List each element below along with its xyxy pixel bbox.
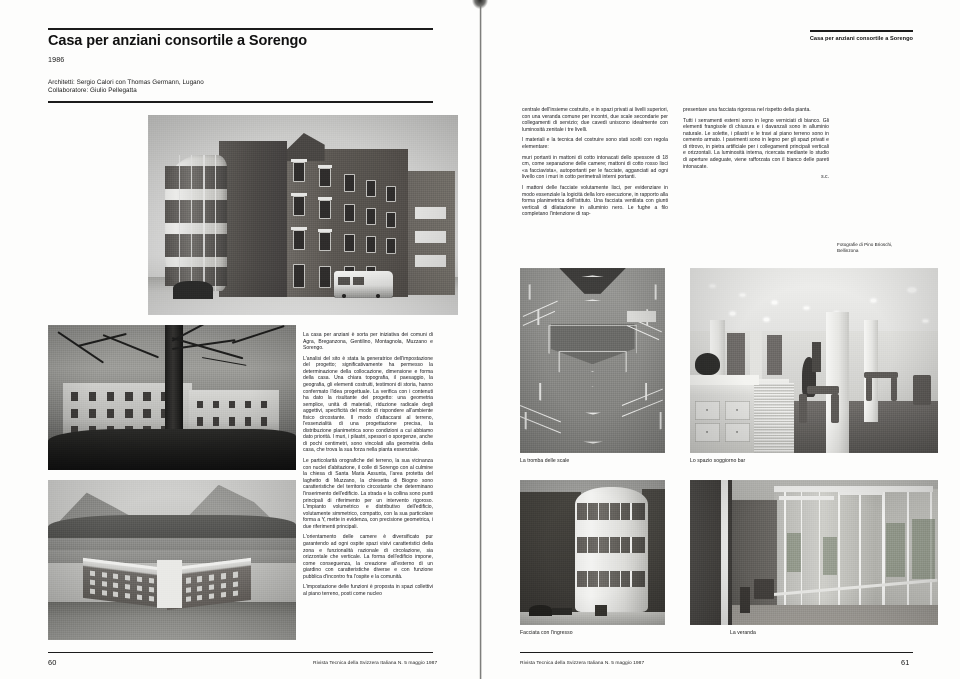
running-header: Casa per anziani consortile a Sorengo bbox=[809, 36, 913, 42]
collaborator-credit: Collaboratore: Giulio Pellegatta bbox=[48, 87, 137, 94]
architects-credit: Architetti: Sergio Calori con Thomas Germann, Lugano bbox=[48, 79, 204, 86]
photo-aerial-y-plan bbox=[48, 480, 296, 640]
left-para-1: La casa per anziani è sorta per iniziativa dei comuni di Agra, Breganzona, Gentilino, Montagnola, Muzzano e Sorengo. bbox=[303, 332, 433, 352]
runhead-rule bbox=[810, 30, 913, 32]
photo-lounge-bar-interior bbox=[690, 268, 938, 453]
photo-exterior-brick-facade bbox=[148, 115, 458, 315]
colophon-left: Rivista Tecnica della Svizzera Italiana N. 5 maggio 1987 bbox=[313, 661, 438, 666]
photo-stairwell-from-below bbox=[520, 268, 665, 453]
left-para-5: L'impostazione delle funzioni è proposta in spazi collettivi al piano terreno, posti come nucleo bbox=[303, 584, 433, 597]
right-page bbox=[480, 0, 960, 679]
caption-stairwell: La tromba delle scale bbox=[520, 458, 570, 464]
photo-entrance-facade bbox=[520, 480, 665, 625]
right-body-column-two bbox=[683, 107, 829, 181]
right-c2-para-1: presentare una facciata rigorosa nel rispetto della pianta. bbox=[683, 107, 811, 113]
right-c1-para-1: centrale dell'insieme costruito, e in spazi privati ai livelli superiori, con una veranda comune per incontri, due scale secondarie per collegamenti di servizio; due cavedi uniscono idealmente con luminosità zenitale i tre livelli. bbox=[522, 107, 668, 133]
photo-credit: Fotografie di Pino Brioschi, Bellinzona bbox=[837, 242, 893, 253]
footer-rule-right bbox=[520, 652, 913, 653]
page-title: Casa per anziani consortile a Sorengo bbox=[48, 33, 307, 49]
left-para-2: L'analisi del sito è stata la generatrice dell'impostazione del progetto; significativamente ha permesso la determinazione della collocazione, dimensione e forma della casa. Una chiara topografia, il paesaggio, la geografia, gli elementi costruiti, testimoni di storia, hanno confermato l'idea progettuale. La verifica con i contenuti ha dato la risultante del progetto: una geometria semplice, unità di materiali, riduzione radicale degli aggettivi, specificità del modo di rispondere all'ambiente fisico circostante. Il modo d'attaccarsi al terreno, l'essenzialità di una progettazione precisa, la distribuzione planimetrica sono condizioni a cui abbiamo dato priorità. I muri, i pilastri, spessori o sporgenze, anche di pochi centimetri, sono vincolati alla geometria della casa, che trova la sua forza nella pianta essenziale. bbox=[303, 355, 433, 454]
left-para-4: L'orientamento delle camere è diversificato pur garantendo ad ogni ospite spazi visivi caratteristici della zona e funzionalità razionale di circolazione, sia orizzontale che verticale. La forma dell'edificio impone, come conseguenza, la creazione all'esterno di un giardino con caratteristiche diverse e con funzione pubblica d'incontro fra l'ospite e la comunità. bbox=[303, 534, 433, 580]
caption-veranda: La veranda bbox=[730, 630, 756, 636]
gutter-binding-shadow bbox=[472, 0, 488, 9]
title-rule-bottom bbox=[48, 101, 433, 103]
photo-building-through-trees bbox=[48, 325, 296, 470]
project-year: 1986 bbox=[48, 55, 65, 64]
right-c2-para-2: Tutti i serramenti esterni sono in legno verniciati di bianco. Gli elementi frangisole di chiusura e i davanzali sono in alluminio naturale. Le solette, i pilastri e le travi al piano terreno sono in cemento armato. I pavimenti sono in legno per gli spazi privati e di ritrovo, in pietra artificiale per i collegamenti principali verticali e orizzontali. La luminosità interna, ricercata mediante lo studio di aperture adeguate, viene rafforzata con il bianco delle pareti intonacate. bbox=[683, 117, 829, 170]
right-c1-para-3: muri portanti in mattoni di cotto intonacati dello spessore di 18 cm, come separazione delle camere; mattoni di cotto rosso lisci «a facciavista», autoportanti per le facciate, agganciati ad ogni livello con i muri in cotto perimetrali interni portanti. bbox=[522, 154, 668, 181]
title-rule-top bbox=[48, 28, 433, 30]
photo-veranda-corridor bbox=[690, 480, 938, 625]
right-c1-para-4: I mattoni delle facciate volutamente lisci, per evidenziare in modo essenziale la logicità della loro esecuzione, in rapporto alla forma planimetrica dell'istituto. Una facciata ventilata con giunti verticali di dilatazione in alluminio nero. Le fughe a filo completano l'intenzione di rap- bbox=[522, 185, 668, 218]
colophon-right: Rivista Tecnica della Svizzera Italiana N. 5 maggio 1987 bbox=[520, 661, 645, 666]
caption-lounge-bar: Lo spazio soggiorno bar bbox=[690, 458, 746, 464]
folio-right: 61 bbox=[901, 658, 910, 667]
caption-entrance-facade: Facciata con l'ingresso bbox=[520, 630, 573, 636]
folio-left: 60 bbox=[48, 658, 57, 667]
page-gutter bbox=[479, 0, 482, 679]
author-signature: s.c. bbox=[821, 174, 829, 181]
left-body-column bbox=[303, 332, 433, 598]
right-c1-para-2: I materiali e la tecnica del costruire sono stati scelti con regola elementare: bbox=[522, 137, 668, 150]
right-body-column-one bbox=[522, 107, 668, 218]
footer-rule-left bbox=[48, 652, 433, 653]
left-para-3: Le particolarità orografiche del terreno, la sua vicinanza con nuclei d'abitazione, il colle di Sorengo con al culmine la chiesa di Santa Maria Assunta, l'area protetta del laghetto di Muzzano, la chiesetta di Biogno sono caratteristiche del territorio circostante che determinano l'inserimento dell'edificio. La strada e la collina sono punti principali di riferimento per un intervento rigoroso. L'impianto volumetrico e distributivo dell'edificio, volutamente simmetrico, compatto, con la sua particolare forma a Y, mette in evidenza, con precisione geometrica, i due riferimenti principali. bbox=[303, 458, 433, 530]
